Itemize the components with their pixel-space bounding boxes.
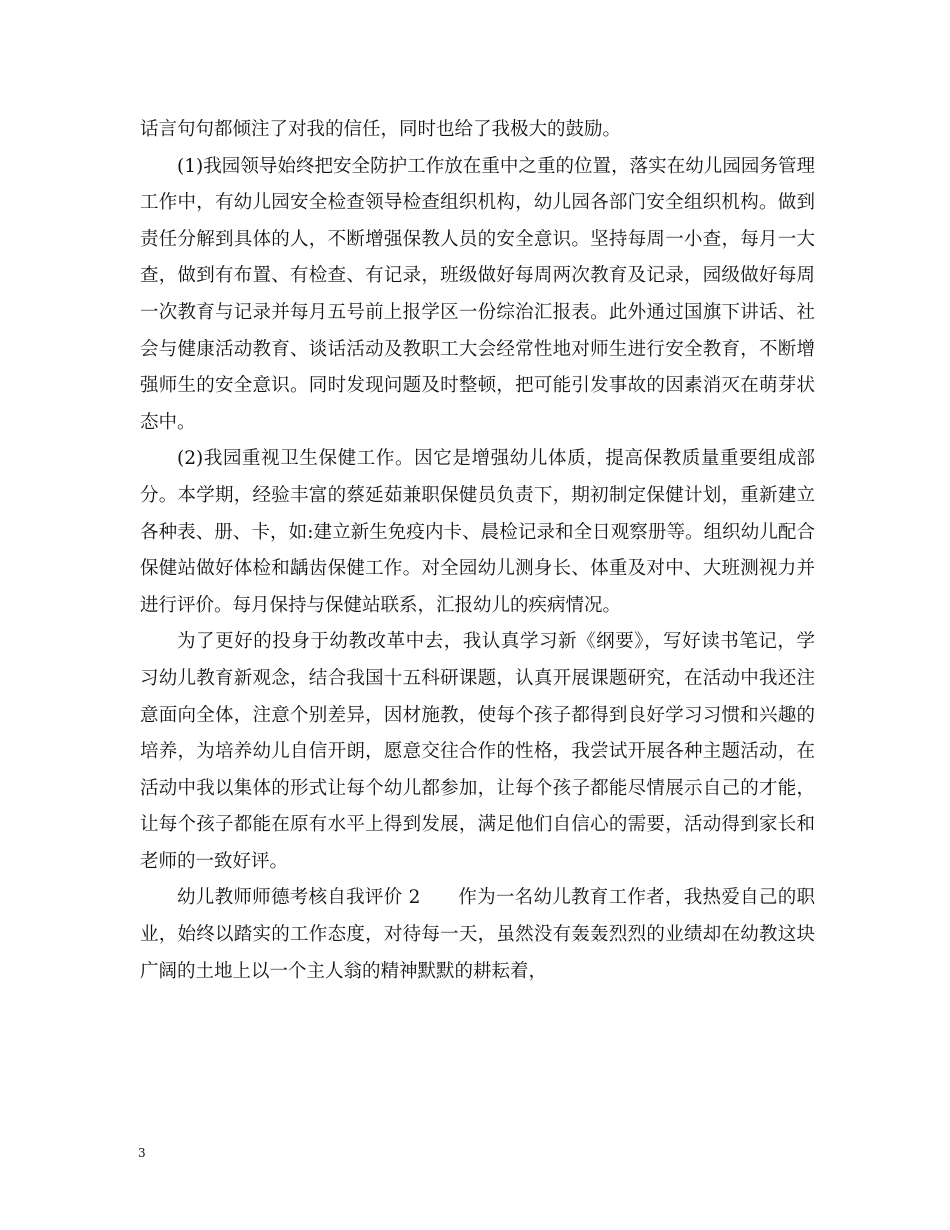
paragraph-reform: 为了更好的投身于幼教改革中去，我认真学习新《纲要》，写好读书笔记，学习幼儿教育新观念，结合我国十五科研课题，认真开展课题研究，在活动中我还注意面向全体，注意个别差异，因材施教，使每个孩子都得到良好学习习惯和兴趣的培养，为培养幼儿自信开朗，愿意交往合作的性格，我尝试开展各种主题活动，在活动中我以集体的形式让每个幼儿都参加，让每个孩子都能尽情展示自己的才能，让每个孩子都能在原有水平上得到发展，满足他们自信心的需要，活动得到家长和老师的一致好评。 xyxy=(140,631,815,872)
paragraph-safety: (1)我园领导始终把安全防护工作放在重中之重的位置，落实在幼儿园园务管理工作中，有幼儿园安全检查领导检查组织机构，幼儿园各部门安全组织机构。做到责任分解到具体的人，不断增强保教人员的安全意识。坚持每周一小查，每月一大查，做到有布置、有检查、有记录，班级做好每周两次教育及记录，园级做好每周一次教育与记录并每月五号前上报学区一份综治汇报表。此外通过国旗下讲话、社会与健康活动教育、谈话活动及教职工大会经常性地对师生进行安全教育，不断增强师生的安全意识。同时发现问题及时整顿，把可能引发事故的因素消灭在萌芽状态中。 xyxy=(140,155,815,433)
document-body xyxy=(140,112,815,990)
page-number: 3 xyxy=(138,1146,146,1160)
paragraph-evaluation-2: 幼儿教师师德考核自我评价 2 作为一名幼儿教育工作者，我热爱自己的职业，始终以踏实的工作态度，对待每一天，虽然没有轰轰烈烈的业绩却在幼教这块广阔的土地上以一个主人翁的精神默默的耕耘着， xyxy=(140,887,815,982)
paragraph-continuation: 话言句句都倾注了对我的信任，同时也给了我极大的鼓励。 xyxy=(140,119,622,140)
paragraph-health: (2)我园重视卫生保健工作。因它是增强幼儿体质，提高保教质量重要组成部分。本学期，经验丰富的蔡延茹兼职保健员负责下，期初制定保健计划，重新建立各种表、册、卡，如:建立新生免疫内卡、晨检记录和全日观察册等。组织幼儿配合保健站做好体检和龋齿保健工作。对全园幼儿测身长、体重及对中、大班测视力并进行评价。每月保持与保健站联系，汇报幼儿的疾病情况。 xyxy=(140,448,815,616)
